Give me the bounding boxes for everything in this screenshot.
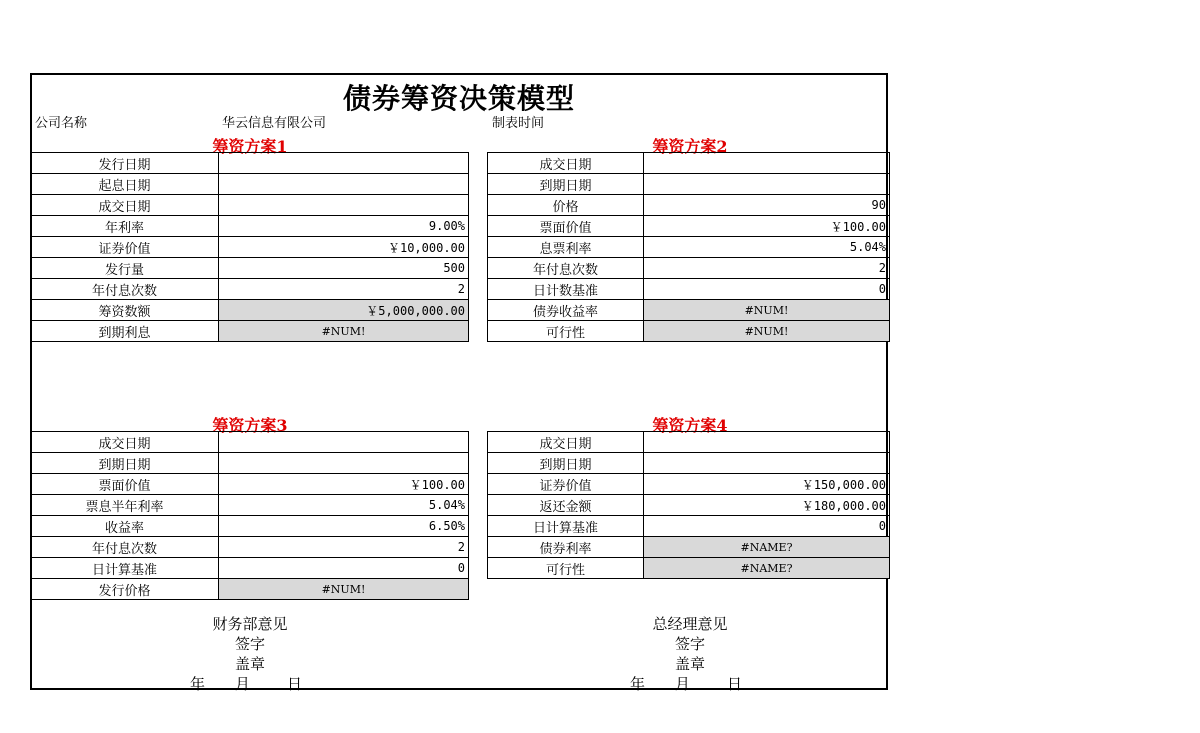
table-row — [31, 432, 469, 453]
row-value[interactable] — [219, 453, 469, 474]
row-label: 可行性 — [488, 558, 644, 579]
row-label: 年付息次数 — [31, 279, 219, 300]
row-label: 年付息次数 — [488, 258, 644, 279]
row-value[interactable] — [219, 432, 469, 453]
row-value[interactable]: #NUM! — [219, 579, 469, 600]
page-title: 债券筹资决策模型 — [342, 82, 575, 115]
row-label: 息票利率 — [488, 237, 644, 258]
row-value[interactable]: 5.04% — [219, 495, 469, 516]
table-row — [31, 237, 469, 258]
plan2-table — [487, 152, 890, 342]
row-value[interactable]: 0 — [219, 558, 469, 579]
row-value[interactable]: #NAME? — [644, 537, 890, 558]
row-value[interactable] — [644, 174, 890, 195]
table-row — [31, 216, 469, 237]
row-value[interactable] — [644, 432, 890, 453]
row-value[interactable]: 500 — [219, 258, 469, 279]
row-label: 成交日期 — [488, 153, 644, 174]
row-value[interactable]: #NAME? — [644, 558, 890, 579]
plan4-table — [487, 431, 890, 579]
finance-day-label: 日 — [287, 675, 303, 693]
table-row — [488, 474, 890, 495]
row-label: 日计算基准 — [31, 558, 219, 579]
row-value[interactable]: 0 — [644, 516, 890, 537]
gm-opinion-label: 总经理意见 — [652, 615, 728, 633]
row-value[interactable]: #NUM! — [644, 321, 890, 342]
row-label: 到期日期 — [488, 174, 644, 195]
table-row — [31, 579, 469, 600]
table-row — [31, 195, 469, 216]
table-row — [488, 216, 890, 237]
gm-seal-label: 盖章 — [674, 655, 705, 673]
row-label: 发行量 — [31, 258, 219, 279]
row-value[interactable]: 2 — [219, 279, 469, 300]
row-value[interactable]: ￥150,000.00 — [644, 474, 890, 495]
row-label: 价格 — [488, 195, 644, 216]
table-row — [31, 279, 469, 300]
plan3-title: 筹资方案3 — [212, 416, 288, 435]
row-value[interactable]: 2 — [644, 258, 890, 279]
table-row — [488, 258, 890, 279]
row-label: 日计数基准 — [488, 279, 644, 300]
finance-year-label: 年 — [190, 675, 206, 693]
row-label: 发行日期 — [31, 153, 219, 174]
table-row — [31, 153, 469, 174]
table-row — [488, 300, 890, 321]
gm-year-label: 年 — [630, 675, 646, 693]
finance-sign-label: 签字 — [234, 635, 265, 653]
row-label: 债券利率 — [488, 537, 644, 558]
table-row — [488, 537, 890, 558]
row-value[interactable]: 9.00% — [219, 216, 469, 237]
finance-seal-label: 盖章 — [234, 655, 265, 673]
table-row — [31, 321, 469, 342]
row-label: 起息日期 — [31, 174, 219, 195]
table-row — [31, 516, 469, 537]
table-row — [488, 321, 890, 342]
table-row — [488, 453, 890, 474]
plan3-table — [30, 431, 469, 600]
row-value[interactable]: ￥5,000,000.00 — [219, 300, 469, 321]
table-row — [31, 474, 469, 495]
row-label: 筹资数额 — [31, 300, 219, 321]
row-label: 收益率 — [31, 516, 219, 537]
row-label: 到期利息 — [31, 321, 219, 342]
row-value[interactable] — [219, 153, 469, 174]
plan1-title: 筹资方案1 — [212, 137, 288, 156]
plan1-table — [30, 152, 469, 342]
table-row — [488, 237, 890, 258]
row-label: 票面价值 — [31, 474, 219, 495]
row-value[interactable]: 2 — [219, 537, 469, 558]
row-label: 返还金额 — [488, 495, 644, 516]
row-label: 成交日期 — [31, 432, 219, 453]
plan2-title: 筹资方案2 — [652, 137, 728, 156]
row-value[interactable]: ￥100.00 — [219, 474, 469, 495]
row-value[interactable]: ￥180,000.00 — [644, 495, 890, 516]
table-row — [488, 516, 890, 537]
table-row — [488, 495, 890, 516]
table-row — [488, 279, 890, 300]
row-label: 债券收益率 — [488, 300, 644, 321]
row-value[interactable]: 90 — [644, 195, 890, 216]
company-label: 公司名称 — [35, 116, 88, 131]
row-value[interactable]: 6.50% — [219, 516, 469, 537]
row-label: 日计算基准 — [488, 516, 644, 537]
row-value[interactable]: 0 — [644, 279, 890, 300]
row-label: 成交日期 — [31, 195, 219, 216]
table-row — [488, 558, 890, 579]
table-row — [488, 432, 890, 453]
table-row — [31, 537, 469, 558]
row-value[interactable] — [219, 195, 469, 216]
gm-day-label: 日 — [727, 675, 743, 693]
table-row — [31, 300, 469, 321]
company-name[interactable]: 华云信息有限公司 — [222, 116, 327, 131]
row-label: 可行性 — [488, 321, 644, 342]
row-label: 到期日期 — [488, 453, 644, 474]
finance-month-label: 月 — [235, 675, 251, 693]
table-row — [31, 174, 469, 195]
gm-month-label: 月 — [675, 675, 691, 693]
row-label: 年利率 — [31, 216, 219, 237]
table-row — [488, 174, 890, 195]
row-value[interactable]: ￥100.00 — [644, 216, 890, 237]
row-label: 发行价格 — [31, 579, 219, 600]
table-row — [31, 495, 469, 516]
row-value[interactable] — [219, 174, 469, 195]
table-row — [31, 453, 469, 474]
table-row — [31, 558, 469, 579]
row-label: 到期日期 — [31, 453, 219, 474]
row-value[interactable] — [644, 153, 890, 174]
table-row — [488, 195, 890, 216]
row-label: 票面价值 — [488, 216, 644, 237]
finance-opinion-label: 财务部意见 — [212, 615, 288, 633]
row-value[interactable]: ￥10,000.00 — [219, 237, 469, 258]
date-label: 制表时间 — [492, 116, 545, 131]
row-value[interactable]: #NUM! — [219, 321, 469, 342]
row-label: 证券价值 — [31, 237, 219, 258]
gm-sign-label: 签字 — [674, 635, 705, 653]
plan4-title: 筹资方案4 — [652, 416, 728, 435]
table-row — [488, 153, 890, 174]
row-label: 年付息次数 — [31, 537, 219, 558]
row-value[interactable]: 5.04% — [644, 237, 890, 258]
row-value[interactable] — [644, 453, 890, 474]
row-label: 成交日期 — [488, 432, 644, 453]
report-frame — [30, 73, 888, 693]
row-value[interactable]: #NUM! — [644, 300, 890, 321]
table-row — [31, 258, 469, 279]
row-label: 票息半年利率 — [31, 495, 219, 516]
row-label: 证券价值 — [488, 474, 644, 495]
